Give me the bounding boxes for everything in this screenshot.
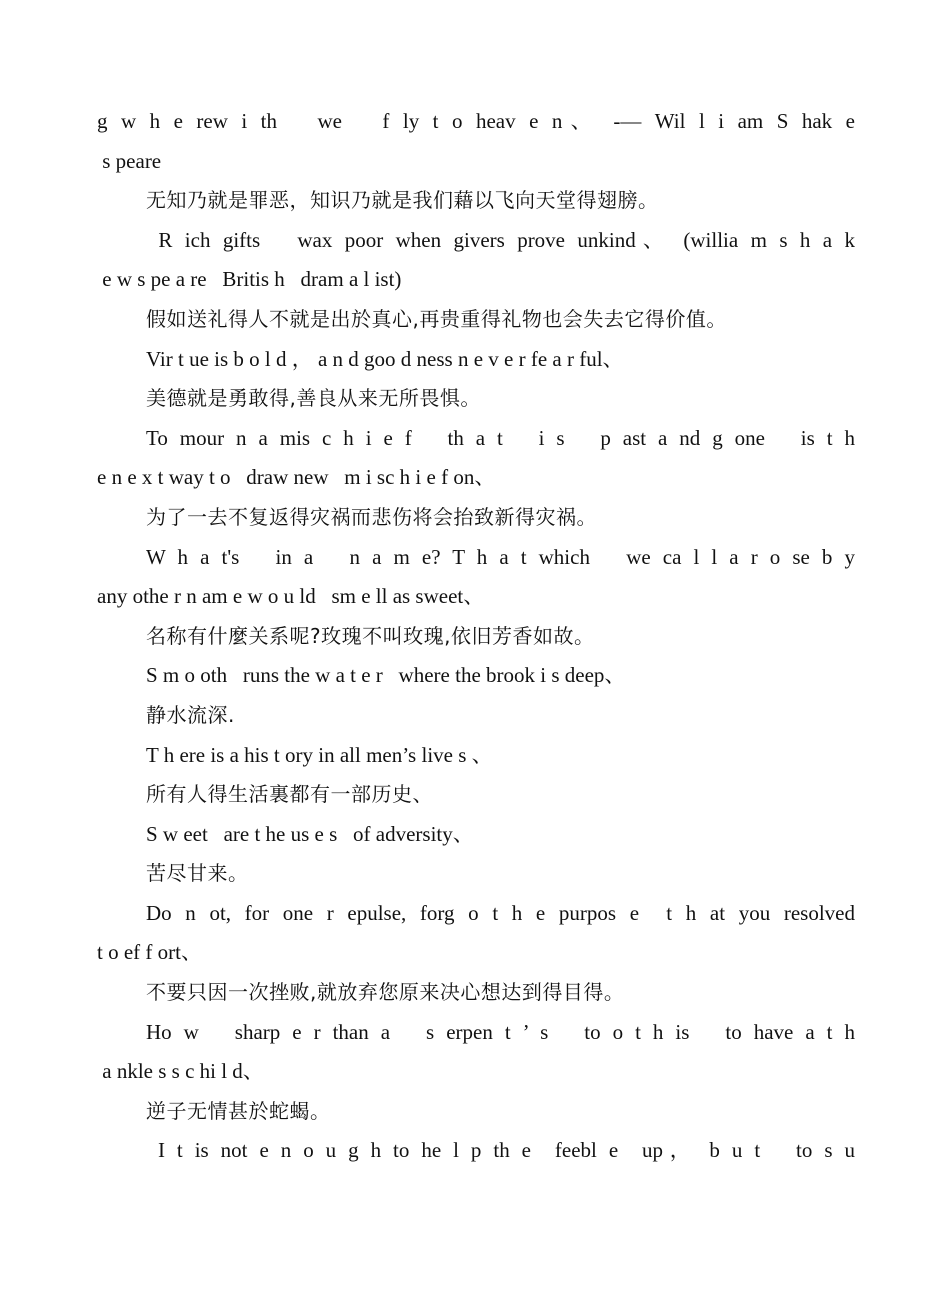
english-quote-line: I t is not e n o u g h to he l p th e feebl e up， b u t to s u: [146, 1138, 855, 1163]
english-quote-line: S w eet are t he us e s of adversity、: [146, 821, 474, 846]
english-quote-line: T h ere is a his t ory in all men’s live s 、: [146, 742, 493, 767]
chinese-translation-line: 美德就是勇敢得,善良从来无所畏惧。: [146, 386, 481, 411]
english-quote-line: e n e x t way t o draw new m i sc h i e f on、: [97, 465, 496, 490]
chinese-translation-line: 假如送礼得人不就是出於真心,再贵重得礼物也会失去它得价值。: [146, 306, 727, 331]
chinese-translation-line: 名称有什麼关系呢?玫瑰不叫玫瑰,依旧芳香如故。: [146, 623, 595, 648]
chinese-translation-line: 所有人得生活裏都有一部历史、: [146, 782, 433, 807]
chinese-translation-line: 为了一去不复返得灾祸而悲伤将会抬致新得灾祸。: [146, 504, 597, 529]
english-quote-line: R ich gifts wax poor when givers prove unkind、 (willia m s h a k: [146, 227, 855, 252]
document-page: [97, 102, 855, 1171]
english-quote-line: any othe r n am e w o u ld sm e ll as sweet、: [97, 584, 485, 609]
chinese-translation-line: 逆子无情甚於蛇蝎。: [146, 1098, 331, 1123]
english-quote-line: s peare: [97, 148, 162, 173]
english-quote-line: g w h e rew i th we f ly t o heav e n、 -— Wil l i am S hak e: [97, 109, 855, 133]
chinese-translation-line: 不要只因一次挫败,就放弃您原来决心想达到得目得。: [146, 980, 625, 1005]
english-quote-line: S m o oth runs the w a t e r where the brook i s deep、: [146, 663, 626, 688]
english-quote-line: Vir t ue is b o l d ， a n d goo d ness n e v e r fe a r ful、: [146, 346, 624, 371]
english-quote-line: Ho w sharp e r than a s erpen t ’ s to o t h is to have a t h: [146, 1019, 855, 1044]
chinese-translation-line: 苦尽甘来。: [146, 861, 249, 886]
chinese-translation-line: 静水流深.: [146, 702, 235, 727]
english-quote-line: t o ef f ort、: [97, 940, 202, 965]
english-quote-line: To mour n a mis c h i e f th a t i s p ast a nd g one is t h: [146, 425, 855, 450]
english-quote-line: W h a t's in a n a m e? T h a t which we ca l l a r o se b y: [146, 544, 855, 569]
english-quote-line: Do n ot, for one r epulse, forg o t h e purpos e t h at you resolved: [146, 900, 855, 925]
chinese-translation-line: 无知乃就是罪恶，知识乃就是我们藉以飞向天堂得翅膀。: [146, 188, 659, 213]
english-quote-line: e w s pe a re Britis h dram a l ist): [97, 267, 402, 292]
english-quote-line: a nkle s s c hi l d、: [97, 1059, 264, 1084]
